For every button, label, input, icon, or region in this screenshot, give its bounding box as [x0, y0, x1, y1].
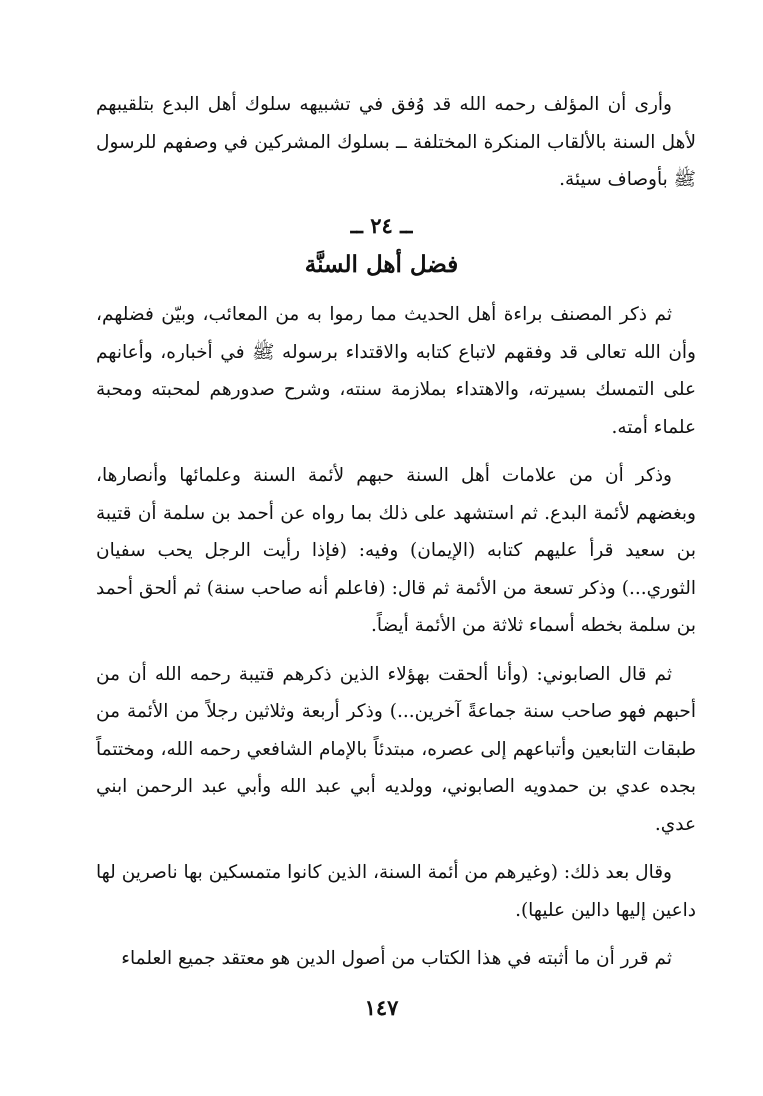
body-paragraph: وقال بعد ذلك: (وغيرهم من أئمة السنة، الذين كانوا متمسكين بها ناصرين لها داعين إليها دالين عليها).	[96, 862, 696, 921]
body-paragraph: ثم ذكر المصنف براءة أهل الحديث مما رموا به من المعائب، وبيّن فضلهم، وأن الله تعالى قد وفقهم لاتباع كتابه والاقتداء برسوله ﷺ في أخباره، وأعانهم على التمسك بسيرته، والاهتداء بملازمة سنته، وشرح صدورهم لمحبته ومحبة علماء أمته.	[96, 304, 696, 438]
section-title: فضل أهل السنَّة	[304, 251, 459, 278]
body-paragraph: وذكر أن من علامات أهل السنة حبهم لأئمة السنة وعلمائها وأنصارها، وبغضهم لأئمة البدع. ثم استشهد على ذلك بما رواه عن أحمد بن سلمة أن قتيبة بن سعيد قرأ عليهم كتابه (الإيمان) وفيه: (فإذا رأيت الرجل يحب سفيان الثوري...) وذكر تسعة من الأئمة ثم قال: (فاعلم أنه صاحب سنة) ثم ألحق أحمد بن سلمة بخطه أسماء ثلاثة من الأئمة أيضاً.	[96, 465, 696, 636]
body-paragraph: ثم قال الصابوني: (وأنا ألحقت بهؤلاء الذين ذكرهم قتيبة رحمه الله أن من أحبهم فهو صاحب سنة جماعةً آخرين...) وذكر أربعة وثلاثين رجلاً من الأئمة من طبقات التابعين وأتباعهم إلى عصره، مبتدئاً بالإمام الشافعي رحمه الله، ومختتماً بجده عدي بن حمدويه الصابوني، وولديه أبي عبد الله وأبي عبد الرحمن ابني عدي.	[96, 663, 696, 835]
body-paragraph: ثم قرر أن ما أثبته في هذا الكتاب من أصول الدين هو معتقد جميع العلماء	[121, 948, 672, 969]
section-number: ــ ٢٤ ــ	[350, 213, 413, 238]
intro-block	[96, 86, 696, 199]
section-body	[96, 296, 696, 978]
intro-paragraph: وأرى أن المؤلف رحمه الله قد وُفق في تشبيهه سلوك أهل البدع بتلقيبهم لأهل السنة بالألقاب المنكرة المختلفة ــ بسلوك المشركين في وصفهم للرسول ﷺ بأوصاف سيئة.	[96, 94, 696, 190]
page-number: ١٤٧	[364, 995, 399, 1020]
